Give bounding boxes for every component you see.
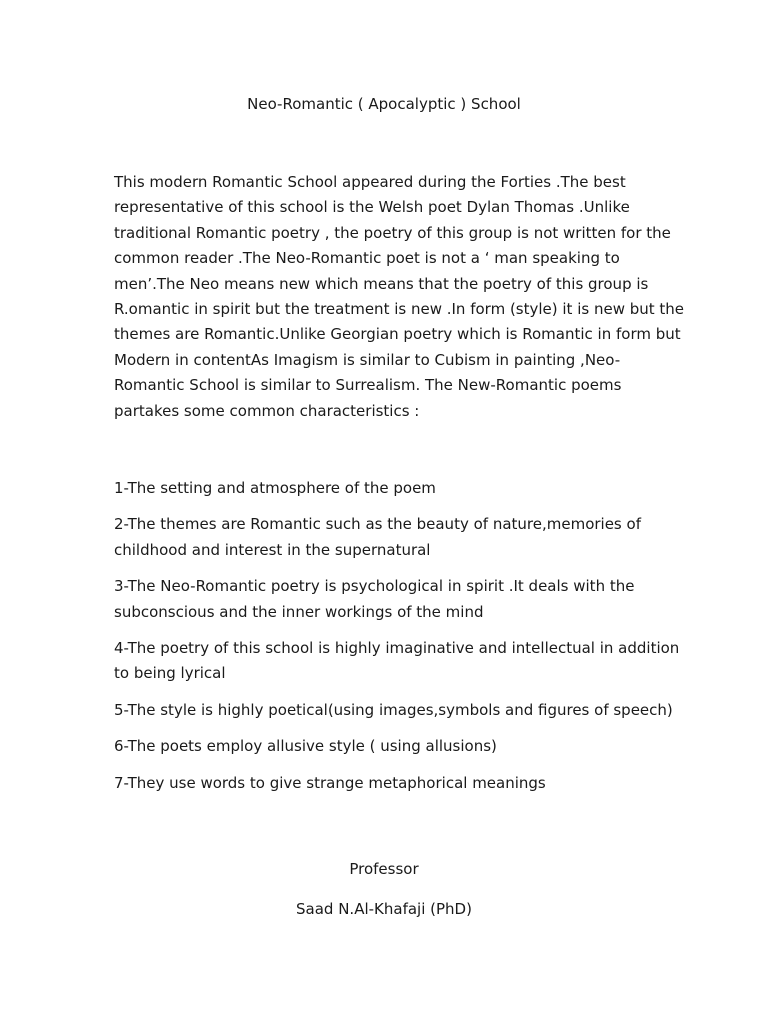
intro-line: traditional Romantic poetry , the poetry of this group is not written for the [114, 223, 671, 242]
document-title: Neo-Romantic ( Apocalyptic ) School [247, 95, 521, 113]
intro-line: representative of this school is the Welsh poet Dylan Thomas .Unlike [114, 198, 630, 217]
characteristic-line: to being lyrical [114, 664, 226, 683]
characteristic-line: 2-The themes are Romantic such as the beauty of nature,memories of [114, 515, 641, 534]
intro-line: Romantic School is similar to Surrealism. The New-Romantic poems [114, 376, 622, 395]
characteristic-item [114, 636, 680, 687]
intro-line: common reader .The Neo-Romantic poet is not a ‘ man speaking to [114, 249, 620, 268]
intro-line: themes are Romantic.Unlike Georgian poetry which is Romantic in form but [114, 325, 681, 344]
characteristic-line: 5-The style is highly poetical(using images,symbols and figures of speech) [114, 700, 673, 719]
intro-line: Modern in contentAs Imagism is similar to Cubism in painting ,Neo- [114, 350, 621, 369]
characteristics-list [114, 476, 680, 807]
characteristic-line: 3-The Neo-Romantic poetry is psychological in spirit .It deals with the [114, 577, 635, 596]
intro-line: partakes some common characteristics : [114, 401, 420, 420]
signature-role: Professor [349, 860, 419, 878]
intro-line: men’.The Neo means new which means that the poetry of this group is [114, 274, 649, 293]
characteristic-item [114, 512, 674, 563]
signature-name: Saad N.Al-Khafaji (PhD) [296, 900, 472, 918]
characteristic-line: 4-The poetry of this school is highly imaginative and intellectual in addition [114, 639, 680, 658]
characteristic-item [114, 698, 674, 723]
characteristic-line: 7-They use words to give strange metaphorical meanings [114, 773, 546, 792]
intro-line: This modern Romantic School appeared during the Forties .The best [114, 173, 626, 191]
characteristic-item [114, 476, 674, 501]
characteristic-item [114, 771, 674, 796]
intro-line: R.omantic in spirit but the treatment is new .In form (style) it is new but the [114, 300, 685, 319]
characteristic-item [114, 734, 674, 759]
characteristic-line: 6-The poets employ allusive style ( using allusions) [114, 737, 497, 756]
characteristic-item [114, 574, 674, 625]
intro-paragraph [114, 170, 685, 424]
characteristic-line: subconscious and the inner workings of the mind [114, 602, 484, 621]
characteristic-line: 1-The setting and atmosphere of the poem [114, 479, 436, 497]
characteristic-line: childhood and interest in the supernatural [114, 540, 431, 559]
